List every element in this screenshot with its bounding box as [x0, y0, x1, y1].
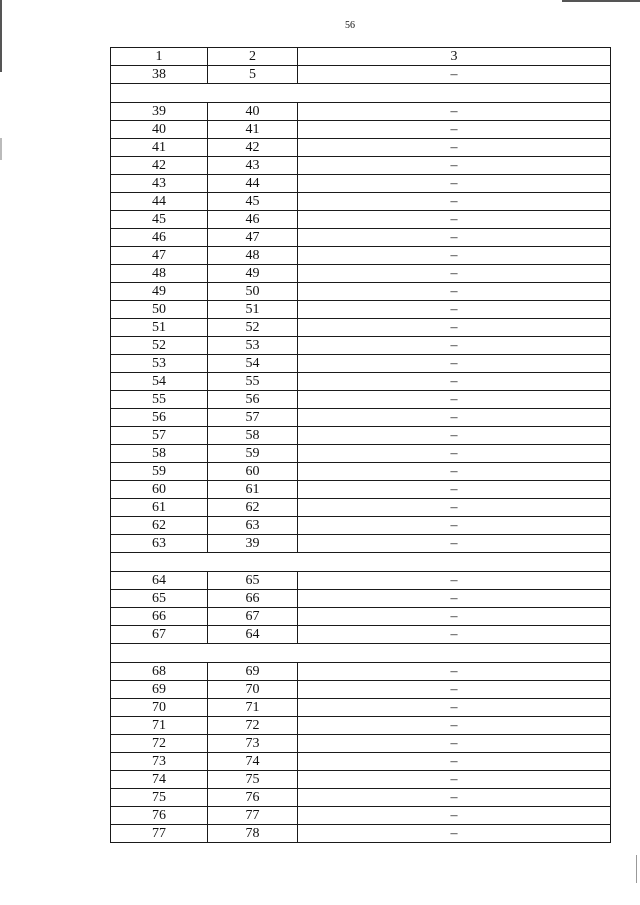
table-cell: 73: [208, 735, 298, 753]
table-cell: 52: [111, 337, 208, 355]
table-cell: –: [298, 175, 611, 193]
table-cell: –: [298, 499, 611, 517]
table-cell: –: [298, 391, 611, 409]
table-cell: –: [298, 608, 611, 626]
table-row: [111, 355, 611, 373]
table-cell: –: [298, 247, 611, 265]
empty-cell: [111, 553, 611, 572]
table-cell: 43: [111, 175, 208, 193]
table-cell: 48: [208, 247, 298, 265]
table-cell: 52: [208, 319, 298, 337]
table-cell: 38: [111, 66, 208, 84]
table-cell: 43: [208, 157, 298, 175]
group-separator-row: [111, 84, 611, 103]
table-row: [111, 789, 611, 807]
table-cell: –: [298, 445, 611, 463]
page-number: 56: [345, 20, 355, 31]
table-cell: 62: [208, 499, 298, 517]
table-row: [111, 825, 611, 843]
table-cell: 75: [111, 789, 208, 807]
table-row: [111, 699, 611, 717]
table-row: [111, 771, 611, 789]
table-cell: 57: [208, 409, 298, 427]
scan-edge-mark: [562, 0, 640, 2]
table-cell: 39: [208, 535, 298, 553]
table-cell: –: [298, 301, 611, 319]
table-row: [111, 193, 611, 211]
table-cell: –: [298, 735, 611, 753]
table-cell: 44: [208, 175, 298, 193]
table-cell: 41: [111, 139, 208, 157]
table-row: [111, 337, 611, 355]
table-cell: 65: [111, 590, 208, 608]
table-row: [111, 535, 611, 553]
table-cell: 41: [208, 121, 298, 139]
table-cell: 48: [111, 265, 208, 283]
table-cell: –: [298, 193, 611, 211]
table-row: [111, 229, 611, 247]
table-row: [111, 626, 611, 644]
table-cell: –: [298, 463, 611, 481]
table-cell: 63: [111, 535, 208, 553]
scan-edge-mark: [0, 138, 2, 160]
table-row: [111, 103, 611, 121]
table-row: [111, 211, 611, 229]
table-row: [111, 608, 611, 626]
table-row: [111, 590, 611, 608]
table-row: [111, 139, 611, 157]
table-cell: –: [298, 121, 611, 139]
table-cell: 76: [111, 807, 208, 825]
table-cell: 77: [208, 807, 298, 825]
table-cell: 40: [208, 103, 298, 121]
table-cell: –: [298, 283, 611, 301]
table-row: [111, 121, 611, 139]
table-cell: 58: [208, 427, 298, 445]
table-row: [111, 807, 611, 825]
table-cell: 70: [208, 681, 298, 699]
table-cell: –: [298, 626, 611, 644]
table-cell: 57: [111, 427, 208, 445]
table-row: [111, 319, 611, 337]
table-row: [111, 247, 611, 265]
table-cell: 72: [208, 717, 298, 735]
table-cell: –: [298, 753, 611, 771]
table-cell: –: [298, 427, 611, 445]
group-separator-row: [111, 644, 611, 663]
column-header: 1: [111, 48, 208, 66]
table-cell: 59: [208, 445, 298, 463]
table-cell: 74: [208, 753, 298, 771]
table-cell: 72: [111, 735, 208, 753]
table-row: [111, 409, 611, 427]
table-cell: 42: [111, 157, 208, 175]
table-cell: 64: [208, 626, 298, 644]
table-row: [111, 373, 611, 391]
table-cell: –: [298, 66, 611, 84]
table-cell: 60: [208, 463, 298, 481]
table-cell: 73: [111, 753, 208, 771]
table-cell: –: [298, 211, 611, 229]
table-row: [111, 717, 611, 735]
table-cell: 59: [111, 463, 208, 481]
table-cell: 51: [208, 301, 298, 319]
table-cell: 5: [208, 66, 298, 84]
table-row: [111, 663, 611, 681]
table-cell: –: [298, 663, 611, 681]
table-cell: –: [298, 157, 611, 175]
table-cell: 39: [111, 103, 208, 121]
table-row: [111, 735, 611, 753]
table-cell: 74: [111, 771, 208, 789]
table-cell: –: [298, 103, 611, 121]
table-cell: 77: [111, 825, 208, 843]
table-cell: 44: [111, 193, 208, 211]
table-cell: 55: [208, 373, 298, 391]
table-cell: –: [298, 319, 611, 337]
table-cell: 69: [208, 663, 298, 681]
table-row: [111, 753, 611, 771]
table-cell: 51: [111, 319, 208, 337]
table-cell: 49: [111, 283, 208, 301]
table-row: [111, 427, 611, 445]
table-cell: –: [298, 535, 611, 553]
table-cell: –: [298, 517, 611, 535]
table-cell: 69: [111, 681, 208, 699]
table-row: [111, 463, 611, 481]
table-row: [111, 517, 611, 535]
data-table: [110, 47, 611, 843]
table-cell: 40: [111, 121, 208, 139]
table-cell: –: [298, 481, 611, 499]
table-cell: 63: [208, 517, 298, 535]
table-cell: 68: [111, 663, 208, 681]
table-cell: 78: [208, 825, 298, 843]
table-cell: –: [298, 337, 611, 355]
column-header: 3: [298, 48, 611, 66]
table-cell: 75: [208, 771, 298, 789]
table-cell: 49: [208, 265, 298, 283]
table-cell: 58: [111, 445, 208, 463]
table-cell: –: [298, 699, 611, 717]
table-cell: –: [298, 681, 611, 699]
table-cell: 61: [208, 481, 298, 499]
table-cell: 65: [208, 572, 298, 590]
table-row: [111, 66, 611, 84]
header-row: [111, 48, 611, 66]
table-cell: –: [298, 590, 611, 608]
table-row: [111, 301, 611, 319]
table-row: [111, 391, 611, 409]
table-cell: 54: [208, 355, 298, 373]
table-cell: –: [298, 265, 611, 283]
table-cell: 66: [208, 590, 298, 608]
table-cell: 55: [111, 391, 208, 409]
table-row: [111, 481, 611, 499]
table-cell: –: [298, 139, 611, 157]
table-cell: –: [298, 355, 611, 373]
table-row: [111, 157, 611, 175]
table-cell: –: [298, 409, 611, 427]
table-row: [111, 265, 611, 283]
column-header: 2: [208, 48, 298, 66]
table-cell: 61: [111, 499, 208, 517]
table-cell: –: [298, 807, 611, 825]
table-row: [111, 572, 611, 590]
table-cell: –: [298, 771, 611, 789]
table-cell: 42: [208, 139, 298, 157]
table-cell: 47: [208, 229, 298, 247]
table-row: [111, 445, 611, 463]
table-cell: –: [298, 229, 611, 247]
table-cell: 46: [111, 229, 208, 247]
table-cell: 56: [111, 409, 208, 427]
table-cell: 56: [208, 391, 298, 409]
table-cell: 76: [208, 789, 298, 807]
scan-edge-mark: [0, 0, 2, 72]
table-cell: 53: [111, 355, 208, 373]
table-cell: 67: [208, 608, 298, 626]
table-body: [111, 66, 611, 843]
table-cell: –: [298, 825, 611, 843]
table-row: [111, 681, 611, 699]
table-row: [111, 175, 611, 193]
table-header: [111, 48, 611, 66]
table-cell: –: [298, 572, 611, 590]
table-cell: –: [298, 789, 611, 807]
table-cell: 46: [208, 211, 298, 229]
table-row: [111, 499, 611, 517]
table-cell: 50: [208, 283, 298, 301]
table-cell: 62: [111, 517, 208, 535]
table-cell: 66: [111, 608, 208, 626]
table-cell: 71: [111, 717, 208, 735]
empty-cell: [111, 644, 611, 663]
table-cell: 45: [111, 211, 208, 229]
table-cell: 54: [111, 373, 208, 391]
table-cell: 53: [208, 337, 298, 355]
table-cell: 70: [111, 699, 208, 717]
table-cell: 60: [111, 481, 208, 499]
table-cell: 64: [111, 572, 208, 590]
table-cell: –: [298, 373, 611, 391]
empty-cell: [111, 84, 611, 103]
table-cell: –: [298, 717, 611, 735]
table-cell: 45: [208, 193, 298, 211]
table-cell: 71: [208, 699, 298, 717]
table-cell: 47: [111, 247, 208, 265]
group-separator-row: [111, 553, 611, 572]
table-row: [111, 283, 611, 301]
table-cell: 50: [111, 301, 208, 319]
table-cell: 67: [111, 626, 208, 644]
scan-edge-mark: [636, 855, 637, 883]
